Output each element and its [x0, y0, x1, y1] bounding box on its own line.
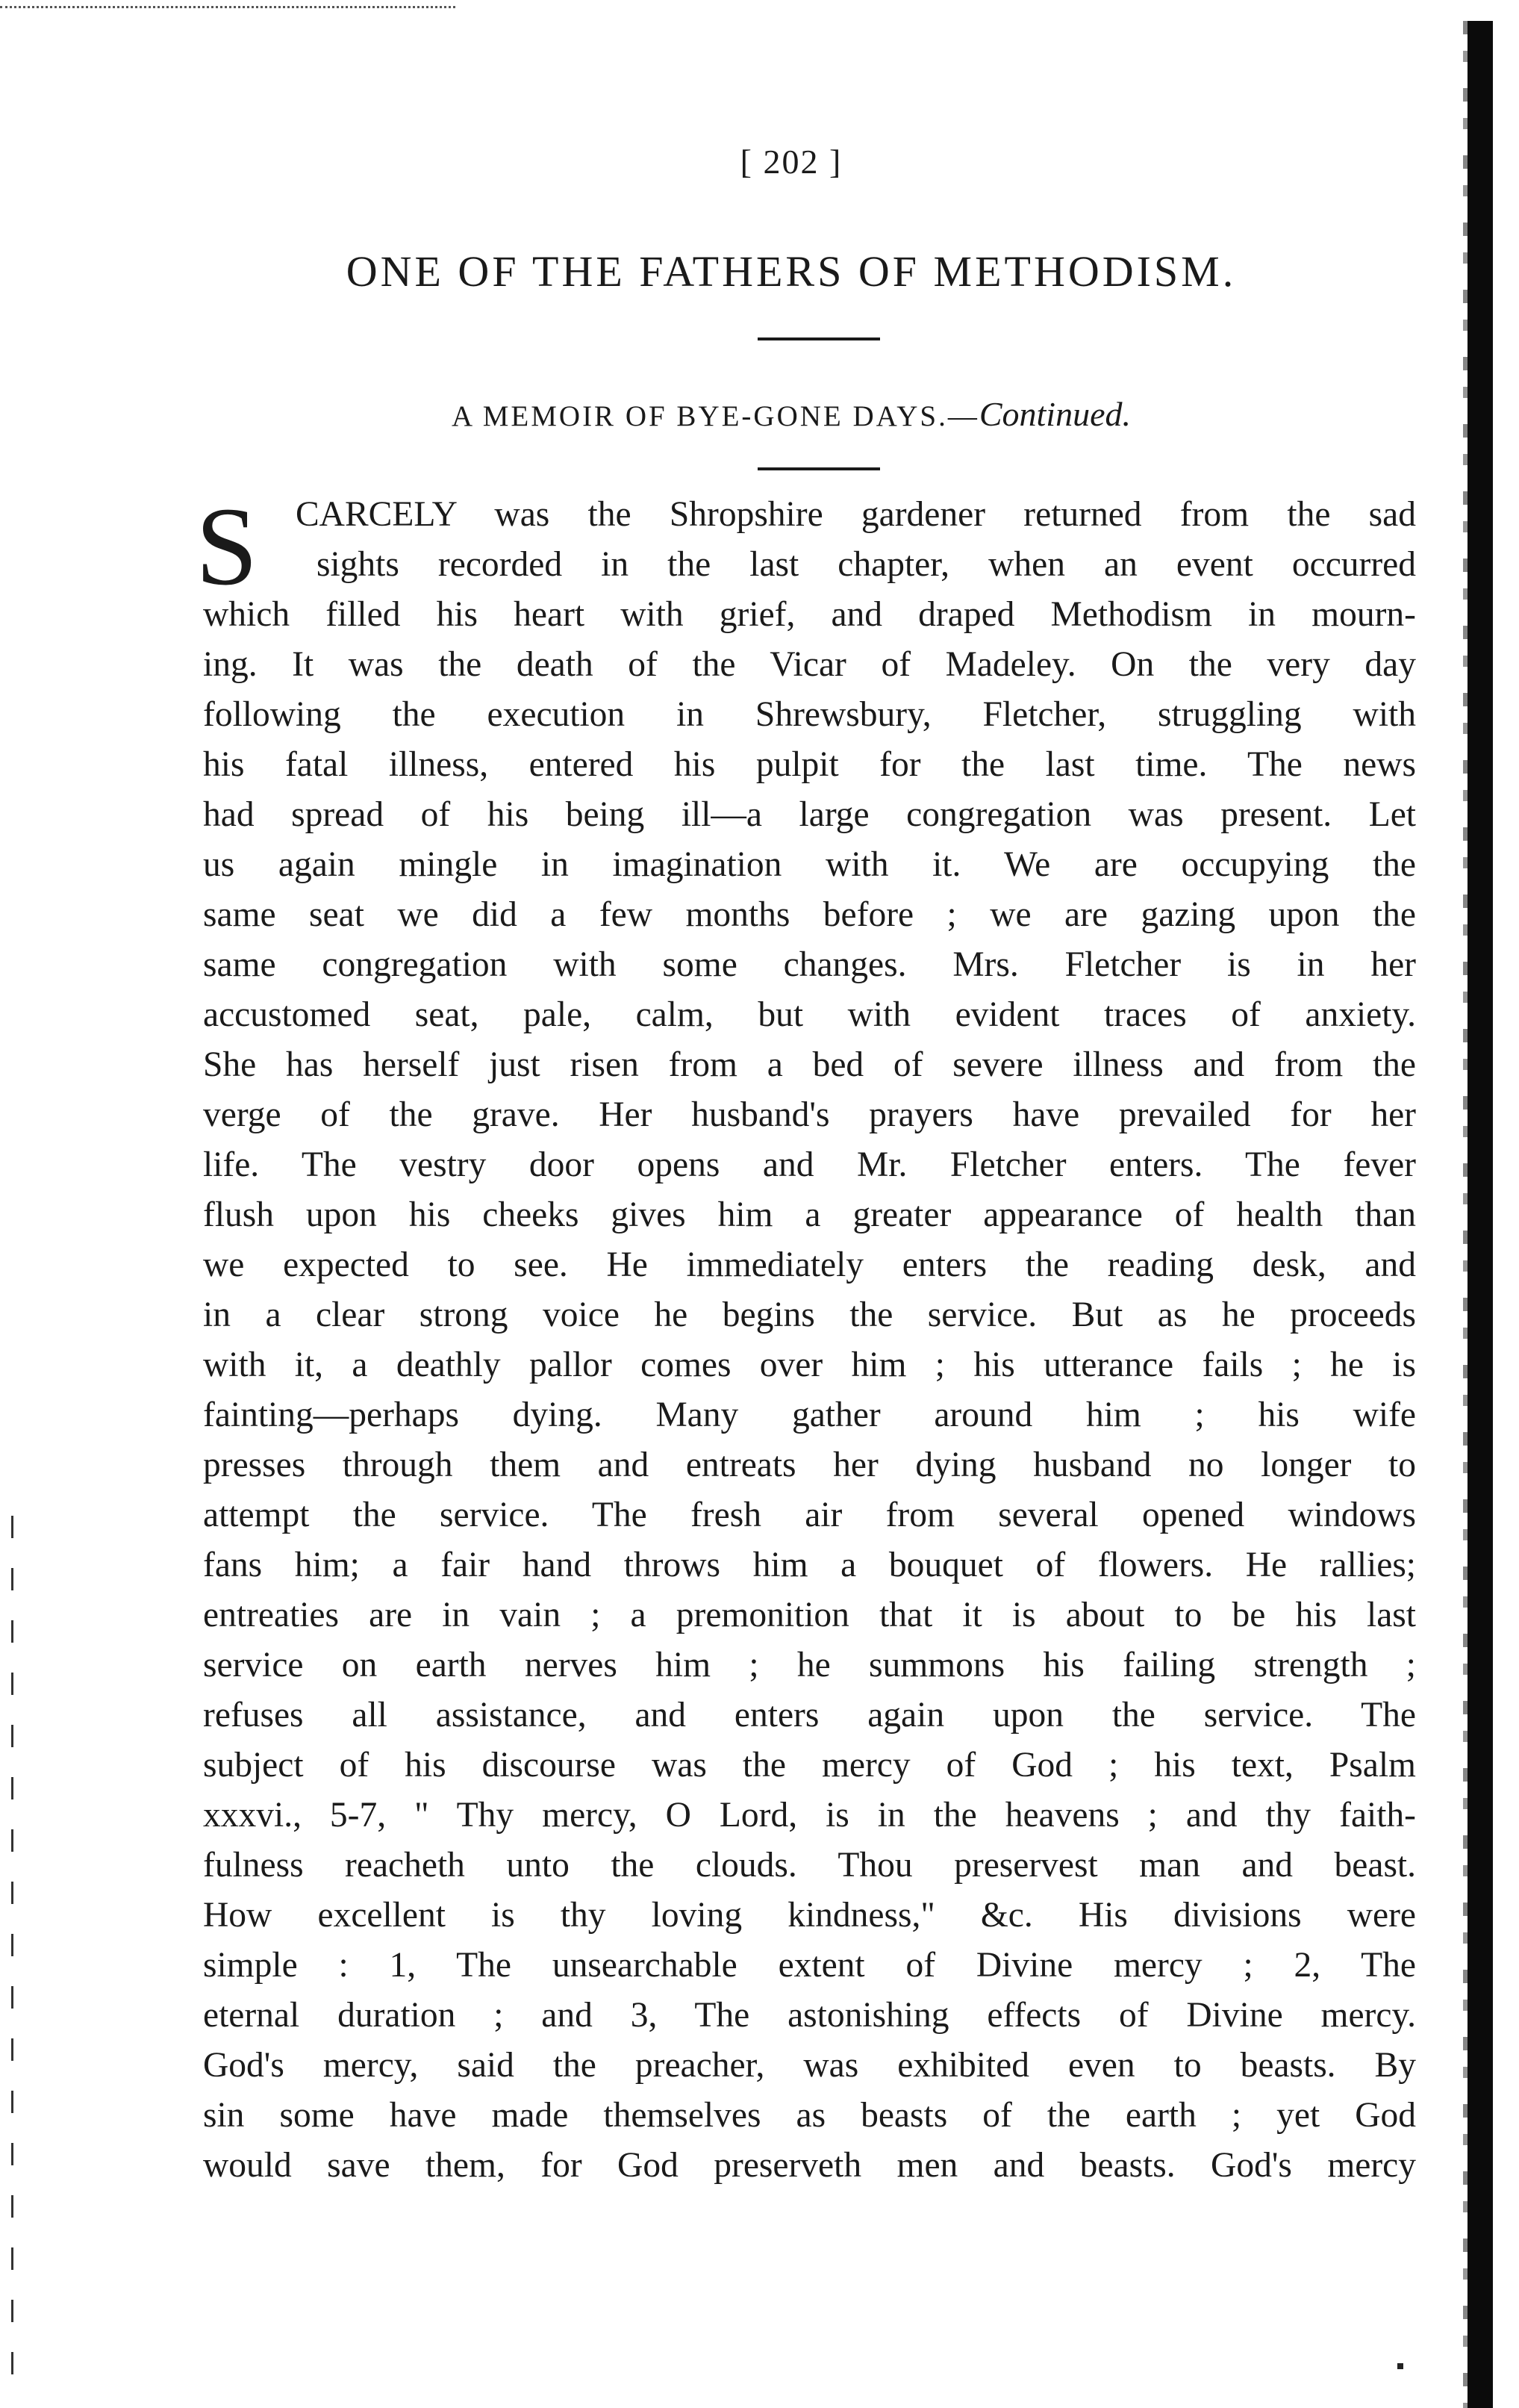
body-line: which filled his heart with grief, and draped Methodism in mourn- [203, 595, 1416, 634]
body-line: sights recorded in the last chapter, when an event occurred [316, 545, 1416, 584]
body-line: fainting—perhaps dying. Many gather around him ; his wife [203, 1396, 1416, 1434]
body-line: refuses all assistance, and enters again upon the service. The [203, 1696, 1416, 1735]
body-line: flush upon his cheeks gives him a greater appearance of health than [203, 1195, 1416, 1234]
body-line: presses through them and entreats her dying husband no longer to [203, 1446, 1416, 1484]
body-line: ing. It was the death of the Vicar of Madeley. On the very day [203, 645, 1416, 684]
body-line: accustomed seat, pale, calm, but with evident traces of anxiety. [203, 995, 1416, 1034]
scan-binding-edge [1467, 21, 1493, 2408]
scan-left-edge-marks [11, 1516, 13, 2389]
subtitle-divider [758, 467, 880, 470]
subtitle-continued: Continued. [979, 395, 1132, 433]
body-line: following the execution in Shrewsbury, Fletcher, struggling with [203, 695, 1416, 734]
drop-cap: S [196, 485, 258, 609]
body-line: us again mingle in imagination with it. We are occupying the [203, 845, 1416, 884]
title-divider [758, 337, 880, 340]
body-line: xxxvi., 5-7, " Thy mercy, O Lord, is in the heavens ; and thy faith- [203, 1796, 1416, 1835]
body-line: life. The vestry door opens and Mr. Fletcher enters. The fever [203, 1145, 1416, 1184]
body-line: his fatal illness, entered his pulpit for the last time. The news [203, 745, 1416, 784]
body-line: verge of the grave. Her husband's prayers have prevailed for her [203, 1095, 1416, 1134]
body-line: sin some have made themselves as beasts of the earth ; yet God [203, 2096, 1416, 2135]
subtitle-main: A MEMOIR OF BYE-GONE DAYS.— [451, 400, 979, 432]
article-body [203, 490, 1416, 2191]
body-line: eternal duration ; and 3, The astonishing effects of Divine mercy. [203, 1996, 1416, 2035]
body-line: How excellent is thy loving kindness," &c. His divisions were [203, 1896, 1416, 1935]
article-subtitle [0, 394, 1519, 434]
article-title: ONE OF THE FATHERS OF METHODISM. [346, 247, 1237, 296]
body-line: She has herself just risen from a bed of severe illness and from the [203, 1045, 1416, 1084]
body-line: God's mercy, said the preacher, was exhibited even to beasts. By [203, 2046, 1416, 2085]
body-line: in a clear strong voice he begins the service. But as he proceeds [203, 1295, 1416, 1334]
scan-speck [1397, 2363, 1403, 2369]
body-line: would save them, for God preserveth men and beasts. God's mercy [203, 2146, 1416, 2185]
body-line: attempt the service. The fresh air from several opened windows [203, 1496, 1416, 1534]
body-line: with it, a deathly pallor comes over him ; his utterance fails ; he is [203, 1345, 1416, 1384]
body-line: service on earth nerves him ; he summons his failing strength ; [203, 1646, 1416, 1684]
body-line: same seat we did a few months before ; we are gazing upon the [203, 895, 1416, 934]
body-line: entreaties are in vain ; a premonition that it is about to be his last [203, 1596, 1416, 1634]
body-line: we expected to see. He immediately enters the reading desk, and [203, 1245, 1416, 1284]
body-line: had spread of his being ill—a large congregation was present. Let [203, 795, 1416, 834]
body-line: simple : 1, The unsearchable extent of Divine mercy ; 2, The [203, 1946, 1416, 1985]
body-line: CARCELY was the Shropshire gardener returned from the sad [296, 495, 1416, 534]
body-line: subject of his discourse was the mercy of God ; his text, Psalm [203, 1746, 1416, 1785]
body-line: fans him; a fair hand throws him a bouquet of flowers. He rallies; [203, 1546, 1416, 1584]
scan-edge-rule [0, 6, 455, 8]
body-line: same congregation with some changes. Mrs. Fletcher is in her [203, 945, 1416, 984]
body-line: fulness reacheth unto the clouds. Thou preservest man and beast. [203, 1846, 1416, 1885]
page-number: [ 202 ] [740, 143, 843, 181]
